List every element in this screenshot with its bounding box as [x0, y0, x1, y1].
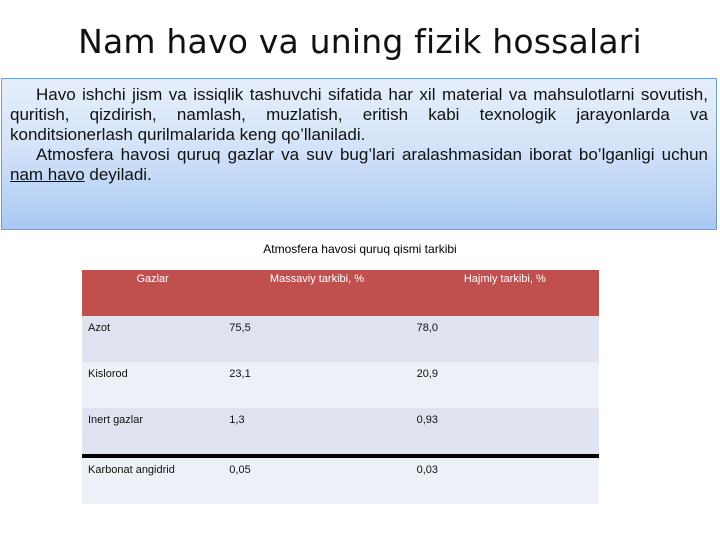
cell-volume: 0,03	[411, 456, 599, 504]
table-row	[82, 316, 599, 362]
header-massaviy: Massaviy tarkibi, %	[223, 270, 410, 316]
cell-mass: 0,05	[223, 456, 410, 504]
nam-havo-term: nam havo	[10, 165, 85, 184]
cell-volume: 0,93	[411, 408, 599, 456]
table-row	[82, 408, 599, 456]
cell-volume: 78,0	[411, 316, 599, 362]
header-hajmiy: Hajmiy tarkibi, %	[411, 270, 599, 316]
cell-gas: Azot	[82, 316, 223, 362]
paragraph-2-start: Atmosfera havosi quruq gazlar va suv bug’lari aralashmasidan iborat bo’lganligi uchun	[36, 145, 708, 164]
cell-mass: 75,5	[223, 316, 410, 362]
paragraph-2-end: deyiladi.	[84, 165, 152, 184]
text-box	[1, 78, 717, 230]
cell-mass: 1,3	[223, 408, 410, 456]
table-caption: Atmosfera havosi quruq qismi tarkibi	[263, 242, 457, 256]
cell-gas: Karbonat angidrid	[82, 456, 223, 504]
table-row	[82, 456, 599, 504]
cell-gas: Inert gazlar	[82, 408, 223, 456]
cell-volume: 20,9	[411, 362, 599, 408]
table-row	[82, 362, 599, 408]
paragraph-2	[10, 145, 708, 185]
composition-table	[82, 270, 599, 504]
slide-title: Nam havo va uning fizik hossalari	[78, 22, 642, 61]
cell-mass: 23,1	[223, 362, 410, 408]
table-header-row	[82, 270, 599, 316]
header-gazlar: Gazlar	[82, 270, 223, 316]
paragraph-1: Havo ishchi jism va issiqlik tashuvchi sifatida har xil material va mahsulotlarni sovutish, quritish, qizdirish, namlash, muzlatish, eritish kabi texnologik jarayonlarda va konditsionerlash qurilmalarida keng qo’llaniladi.	[10, 85, 708, 144]
cell-gas: Kislorod	[82, 362, 223, 408]
